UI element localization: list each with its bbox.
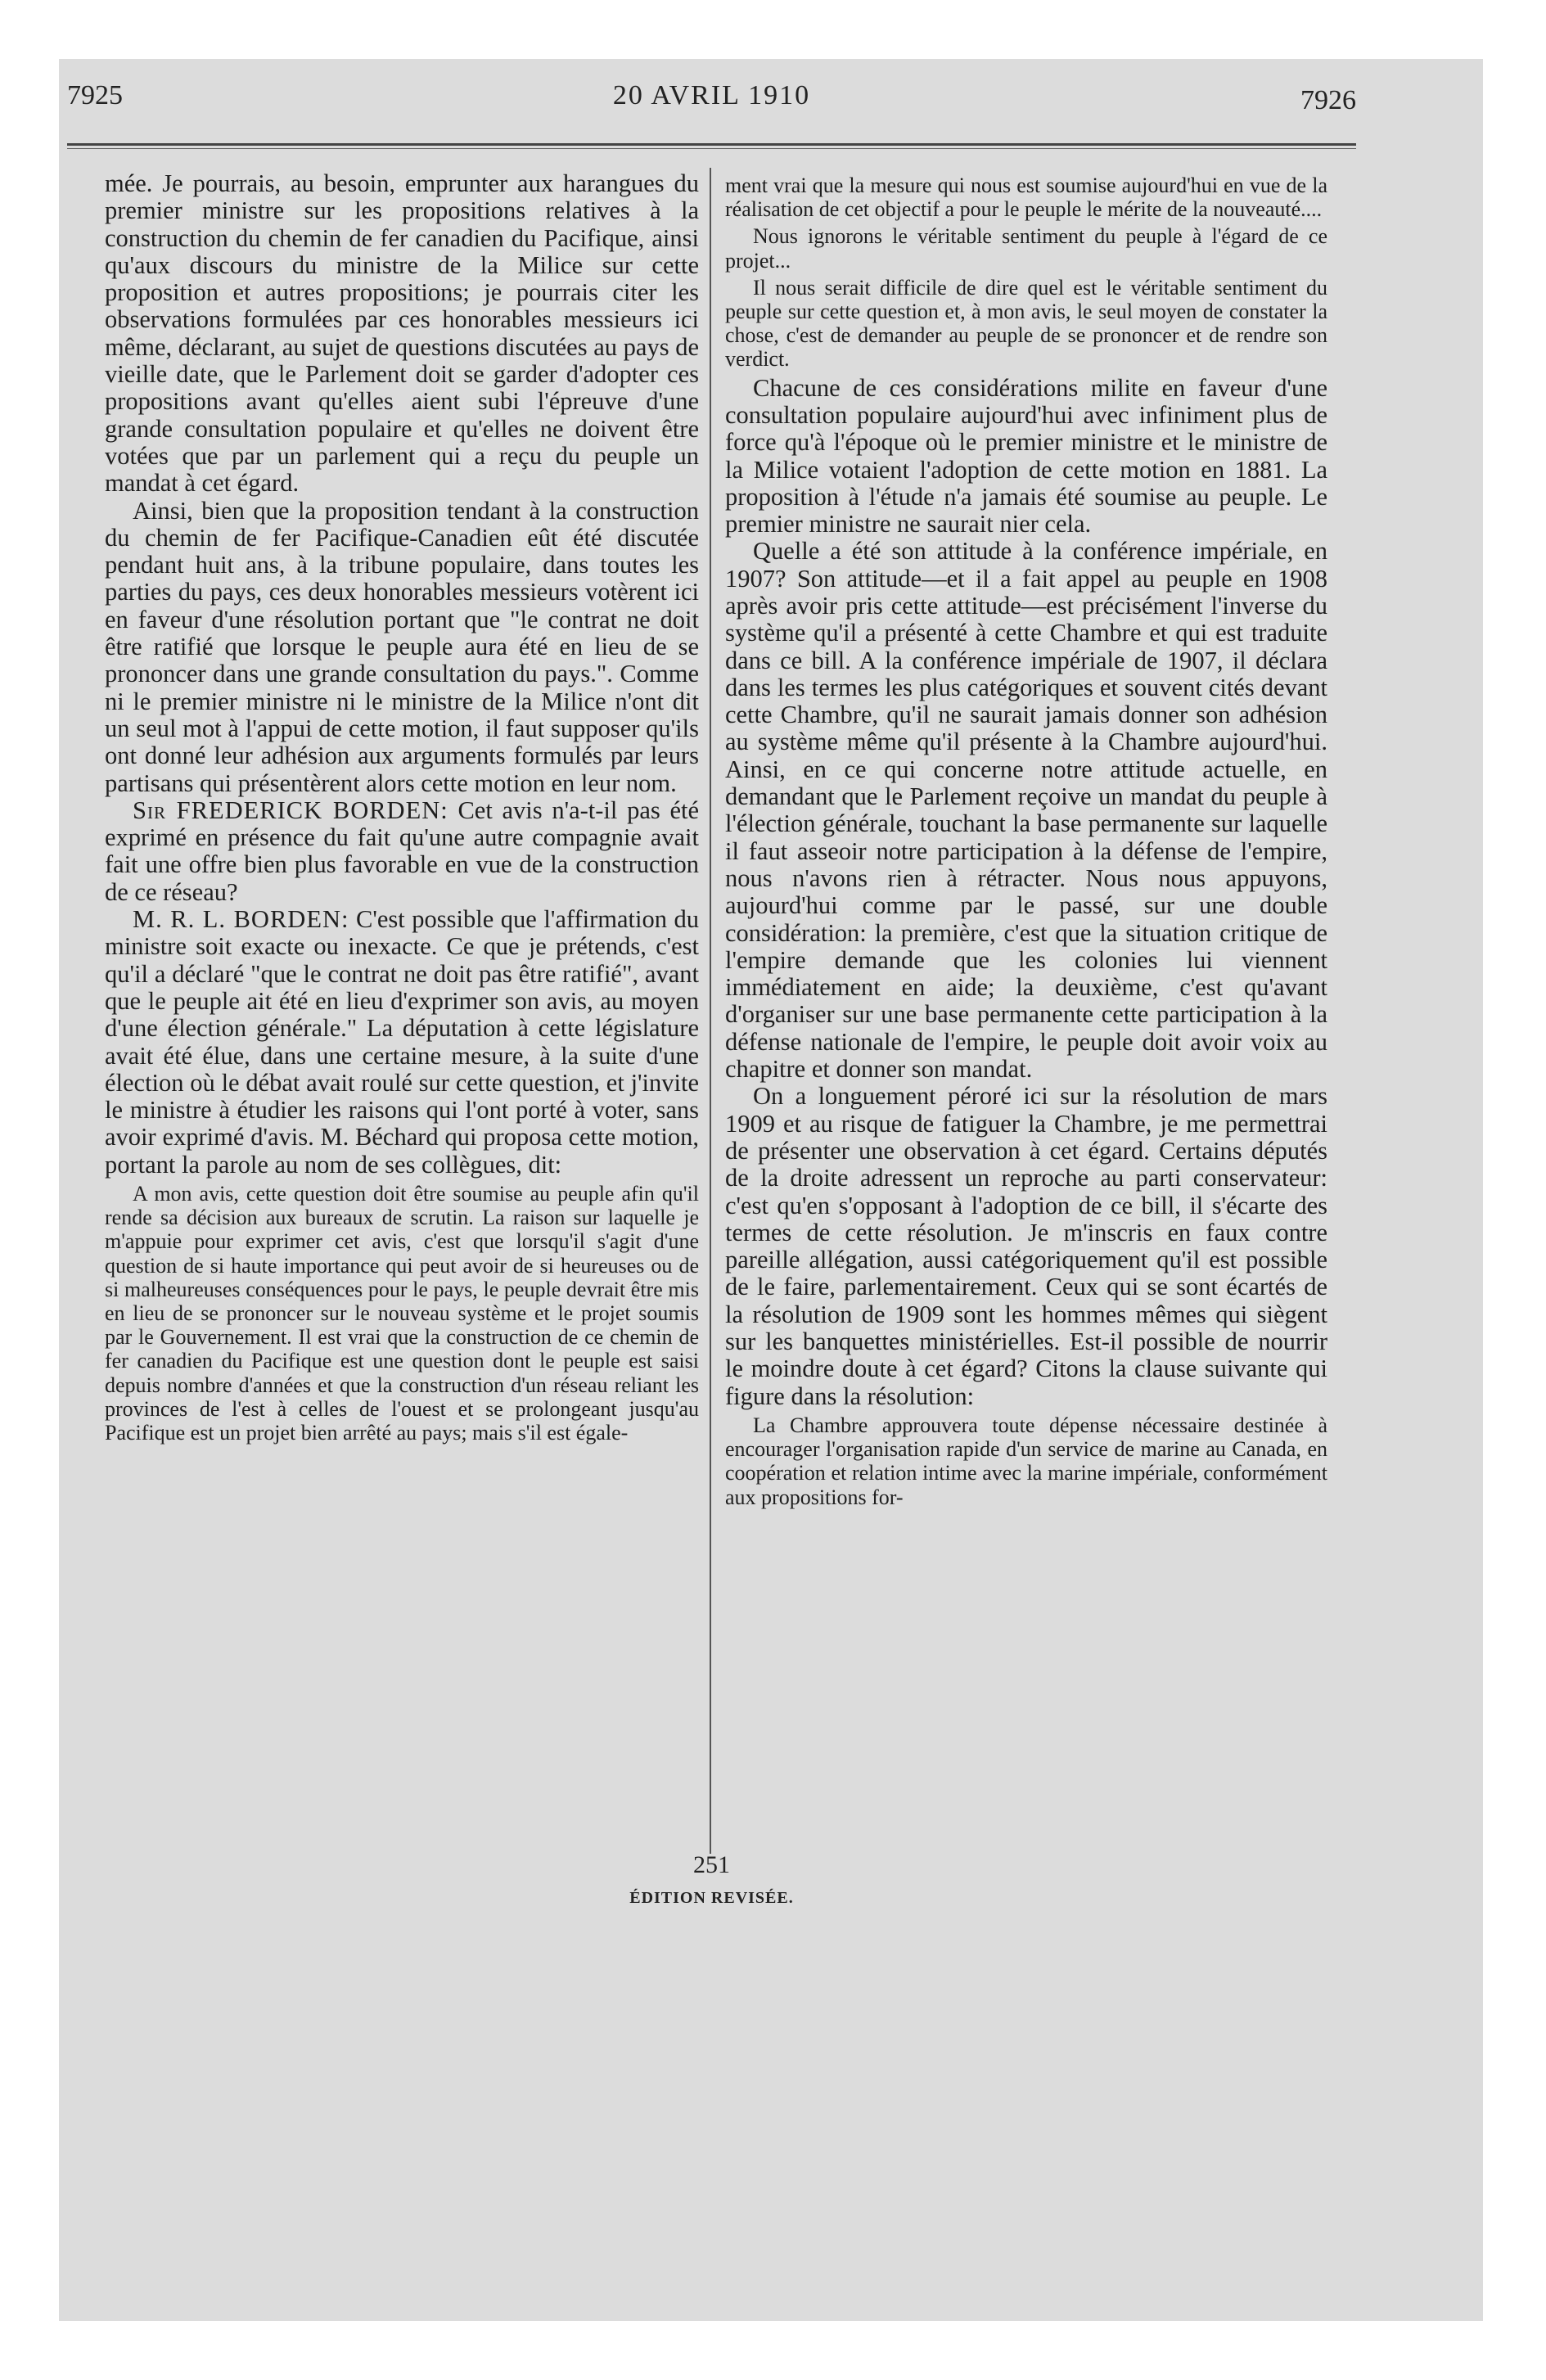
header-date: 20 AVRIL 1910 xyxy=(612,80,811,110)
paragraph xyxy=(105,797,699,906)
folio-number: 251 xyxy=(693,1851,730,1878)
paragraph-text: On a longuement péroré ici sur la résolution de mars 1909 et au risque de fatiguer la Chambre, je me permettrai de présenter une observation à cet égard. Certains députés de la droite adressent un reproche au parti conservateur: c'est qu'en s'opposant à l'adoption de ce bill, il s'écarte des termes de cette résolution. Je m'inscris en faux contre pareille allégation, aussi catégoriquement qu'il est possible de le faire, parlementairement. Ceux qui se sont écartés de la résolution de 1909 sont les hommes mêmes qui siègent sur les banquettes ministérielles. Est-il possible de nourrir le moindre doute à cet égard? Citons la clause suivante qui figure dans la résolution: xyxy=(725,1082,1327,1410)
paragraph xyxy=(725,1083,1327,1410)
paragraph-text: A mon avis, cette question doit être soumise au peuple afin qu'il rende sa décision aux bureaux de scrutin. La raison sur laquelle je m'appuie pour exprimer cet avis, c'est que lorsqu'il s'agit d'une question de si haute importance qui peut avoir de si heureuses ou de si malheureuses conséquences pour le pays, le peuple devrait être mis en lieu de se prononcer sur le nouveau système et le projet soumis par le Gouvernement. Il est vrai que la construction de ce chemin de fer canadien du Pacifique est une question dont le peuple est saisi depuis nombre d'années et que la construction d'un réseau reliant les provinces de l'est à celles de l'ouest et se prolongeant jusqu'au Pacifique est un projet bien arrêté au pays; mais s'il est égale- xyxy=(105,1181,699,1445)
speaker-name: M. R. L. BORDEN: xyxy=(133,905,349,934)
quoted-passage xyxy=(725,276,1327,372)
paragraph-text: Chacune de ces considérations milite en faveur d'une consultation populaire aujourd'hui avec infiniment plus de force qu'à l'époque où le premier ministre et le ministre de la Milice votaient l'adoption de cette motion en 1881. La proposition à l'étude n'a jamais été soumise au peuple. Le premier ministre ne saurait nier cela. xyxy=(725,373,1327,539)
paragraph xyxy=(105,498,699,797)
paragraph-text: Ainsi, bien que la proposition tendant à la construction du chemin de fer Pacifique-Canadien eût été discutée pendant huit ans, à la tribune populaire, dans toutes les parties du pays, ces deux honorables messieurs votèrent ici en faveur d'une résolution portant que "le contrat ne doit être ratifié que lorsque le peuple aura été en lieu de se prononcer dans une grande consultation du pays.". Comme ni le premier ministre ni le ministre de la Milice n'ont dit un seul mot à l'appui de cette motion, il faut supposer qu'ils ont donné leur adhésion aux arguments formulés par leurs partisans qui présentèrent alors cette motion en leur nom. xyxy=(105,496,699,797)
paragraph xyxy=(105,906,699,1179)
page-footer xyxy=(67,1851,1356,1925)
left-column xyxy=(105,170,699,1807)
header-rule xyxy=(67,143,1356,146)
paragraph-text: La Chambre approuvera toute dépense nécessaire destinée à encourager l'organisation rapide d'un service de marine au Canada, en coopération et relation intime avec la marine impériale, conformément aux propositions for- xyxy=(725,1413,1327,1509)
paragraph xyxy=(725,538,1327,1083)
header-rule-thin xyxy=(67,148,1356,149)
edition-note: ÉDITION REVISÉE. xyxy=(629,1889,794,1907)
quoted-passage xyxy=(725,1413,1327,1509)
paragraph-text: mée. Je pourrais, au besoin, emprunter aux harangues du premier ministre sur les propositions relatives à la construction du chemin de fer canadien du Pacifique, ainsi qu'aux discours du ministre de la Milice sur cette proposition et autres propositions; je pourrais citer les observations formulées par ces honorables messieurs ici même, déclarant, au sujet de questions discutées au pays de vieille date, que le Parlement doit se garder d'adopter ces propositions avant qu'elles aient subi l'épreuve d'une grande consultation populaire et qu'elles ne doivent être votées que par un parlement qui a reçu du peuple un mandat à cet égard. xyxy=(105,170,699,498)
column-divider xyxy=(710,168,711,1854)
paragraph xyxy=(725,375,1327,539)
paragraph xyxy=(105,170,699,498)
quoted-passage xyxy=(725,174,1327,221)
quoted-passage xyxy=(105,1182,699,1445)
paragraph-text: C'est possible que l'affirmation du ministre soit exacte ou inexacte. Ce que je prétends, c'est qu'il a déclaré "que le contrat ne doit pas être ratifié", avant que le peuple ait été en lieu d'exprimer son avis, au moyen d'une élection générale." La députation à cette législature avait été élue, dans une certaine mesure, à la suite d'une élection où le débat avait roulé sur cette question, et j'invite le ministre à étudier les raisons qui l'ont porté à voter, sans avoir exprimé d'avis. M. Béchard qui proposa cette motion, portant la parole au nom de ses collègues, dit: xyxy=(105,905,699,1179)
right-column xyxy=(725,170,1327,1807)
page-number-left: 7925 xyxy=(67,80,123,110)
paragraph-text: Il nous serait difficile de dire quel est le véritable sentiment du peuple sur cette question et, à mon avis, le seul moyen de constater la chose, c'est de demander au peuple de se prononcer et de rendre son verdict. xyxy=(725,275,1327,372)
paragraph-text: Nous ignorons le véritable sentiment du peuple à l'égard de ce projet... xyxy=(725,224,1327,273)
paragraph-text: ment vrai que la mesure qui nous est soumise aujourd'hui en vue de la réalisation de cet objectif a pour le peuple le mérite de la nouveauté.... xyxy=(725,174,1327,222)
quoted-passage xyxy=(725,224,1327,272)
paragraph-text: Cet avis n'a-t-il pas été exprimé en présence du fait qu'une autre compagnie avait fait une offre bien plus favorable en vue de la construction de ce réseau? xyxy=(105,796,699,906)
page-number-right: 7926 xyxy=(1300,85,1356,115)
running-header xyxy=(67,80,1356,129)
speaker-name: Sir FREDERICK BORDEN: xyxy=(133,796,448,824)
paragraph-text: Quelle a été son attitude à la conférence impériale, en 1907? Son attitude—et il a fait appel au peuple en 1908 après avoir pris cette attitude—est précisément l'inverse du système qu'il a présenté à cette Chambre et qui est traduite dans ce bill. A la conférence impériale de 1907, il déclara dans les termes les plus catégoriques et souvent cités devant cette Chambre, qu'il ne saurait jamais donner son adhésion au système même qu'il présente à la Chambre aujourd'hui. Ainsi, en ce qui concerne notre attitude actuelle, en demandant que le Parlement reçoive un mandat du peuple à l'élection générale, touchant la base permanente sur laquelle il faut asseoir notre participation à la défense de l'empire, nous n'avons rien à rétracter. Nous nous appuyons, aujourd'hui comme par le passé, sur une double considération: la première, c'est que la situation critique de l'empire demande que les colonies lui viennent immédiatement en aide; la deuxième, c'est qu'avant d'organiser sur une base permanente cette participation à la défense nationale de l'empire, le peuple doit avoir voix au chapitre et donner son mandat. xyxy=(725,537,1327,1084)
